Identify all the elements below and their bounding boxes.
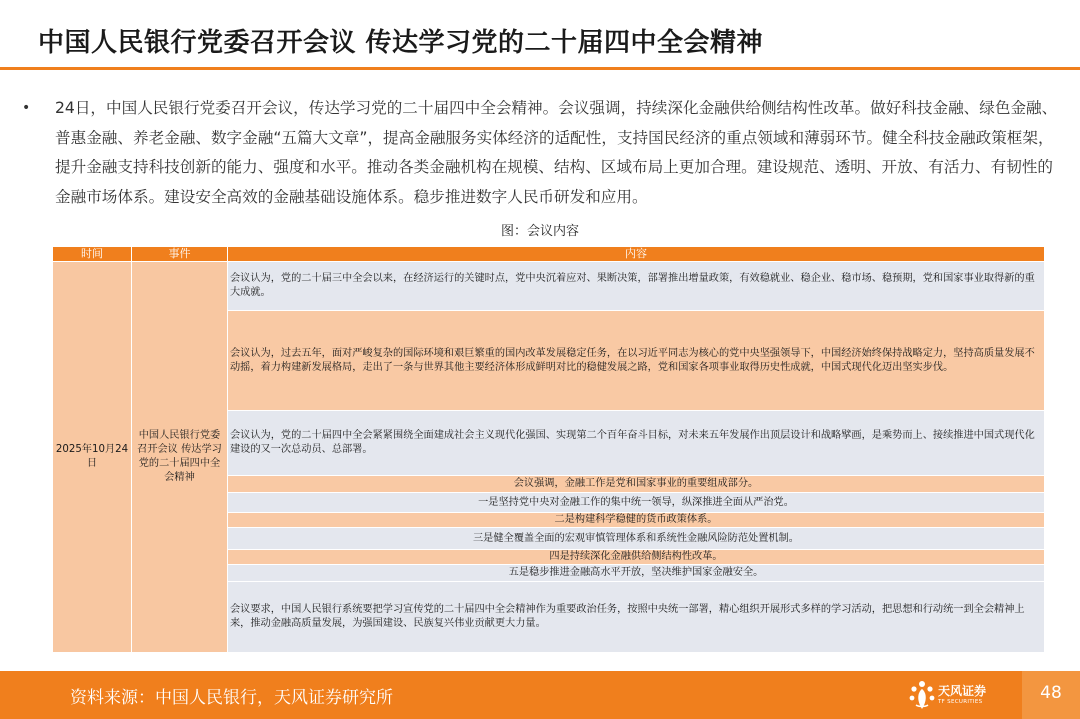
title-divider <box>0 67 1080 70</box>
table-row <box>53 262 1045 311</box>
tf-logo-icon <box>908 679 938 713</box>
time-cell: 2025年10月24日 <box>53 262 132 653</box>
content-cell: 会议认为，党的二十届四中全会紧紧围绕全面建成社会主义现代化强国、实现第二个百年奋斗目标，对未来五年发展作出顶层设计和战略擘画，是乘势而上、接续推进中国式现代化建设的又一次总动员、总部署。 <box>228 411 1045 476</box>
page-title: 中国人民银行党委召开会议 传达学习党的二十届四中全会精神 <box>38 28 764 58</box>
page-number: 48 <box>1040 683 1062 703</box>
table-header-row <box>53 247 1045 262</box>
content-cell: 五是稳步推进金融高水平开放，坚决维护国家金融安全。 <box>228 565 1045 582</box>
figure-caption: 图：会议内容 <box>500 224 579 239</box>
intro-paragraph: 24日，中国人民银行党委召开会议，传达学习党的二十届四中全会精神。会议强调，持续深化金融供给侧结构性改革。做好科技金融、绿色金融、普惠金融、养老金融、数字金融“五篇大文章”，提高金融服务实体经济的适配性，支持国民经济的重点领域和薄弱环节。健全科技金融政策框架，提升金融支持科技创新的能力、强度和水平。推动各类金融机构在规模、结构、区域布局上更加合理。建设规范、透明、开放、有活力、有韧性的金融市场体系。建设安全高效的金融基础设施体系。稳步推进数字人民币研发和应用。 <box>55 99 1058 206</box>
content-cell: 二是构建科学稳健的货币政策体系。 <box>228 513 1045 528</box>
content-cell: 会议强调，金融工作是党和国家事业的重要组成部分。 <box>228 476 1045 493</box>
content-cell: 一是坚持党中央对金融工作的集中统一领导，纵深推进全面从严治党。 <box>228 493 1045 513</box>
logo-text: 天风证券 <box>938 684 987 698</box>
brand-logo <box>908 679 1013 713</box>
page-number-box <box>1022 671 1080 719</box>
content-cell: 会议认为，党的二十届三中全会以来，在经济运行的关键时点，党中央沉着应对、果断决策，部署推出增量政策，有效稳就业、稳企业、稳市场、稳预期，党和国家事业取得新的重大成就。 <box>228 262 1045 311</box>
header-event: 事件 <box>132 247 228 262</box>
content-cell: 四是持续深化金融供给侧结构性改革。 <box>228 550 1045 565</box>
content-cell: 会议认为，过去五年，面对严峻复杂的国际环境和艰巨繁重的国内改革发展稳定任务，在以习近平同志为核心的党中央坚强领导下，中国经济始终保持战略定力，坚持高质量发展不动摇，着力构建新发展格局，走出了一条与世界其他主要经济体形成鲜明对比的稳健发展之路，党和国家各项事业取得历史性成就，中国式现代化迈出坚实步伐。 <box>228 311 1045 411</box>
source-note: 资料来源：中国人民银行，天风证券研究所 <box>70 688 393 708</box>
header-time: 时间 <box>53 247 132 262</box>
meeting-table <box>52 246 1045 653</box>
content-cell: 三是健全覆盖全面的宏观审慎管理体系和系统性金融风险防范处置机制。 <box>228 528 1045 550</box>
header-content: 内容 <box>228 247 1045 262</box>
bullet-icon: • <box>22 100 31 116</box>
event-cell: 中国人民银行党委召开会议 传达学习党的二十届四中全会精神 <box>132 262 228 653</box>
logo-subtext: TF SECURITIES <box>938 699 983 705</box>
footer-bar <box>0 671 1080 719</box>
content-cell: 会议要求，中国人民银行系统要把学习宣传党的二十届四中全会精神作为重要政治任务，按照中央统一部署，精心组织开展形式多样的学习活动，把思想和行动统一到全会精神上来，推动金融高质量发展，为强国建设、民族复兴伟业贡献更大力量。 <box>228 582 1045 653</box>
